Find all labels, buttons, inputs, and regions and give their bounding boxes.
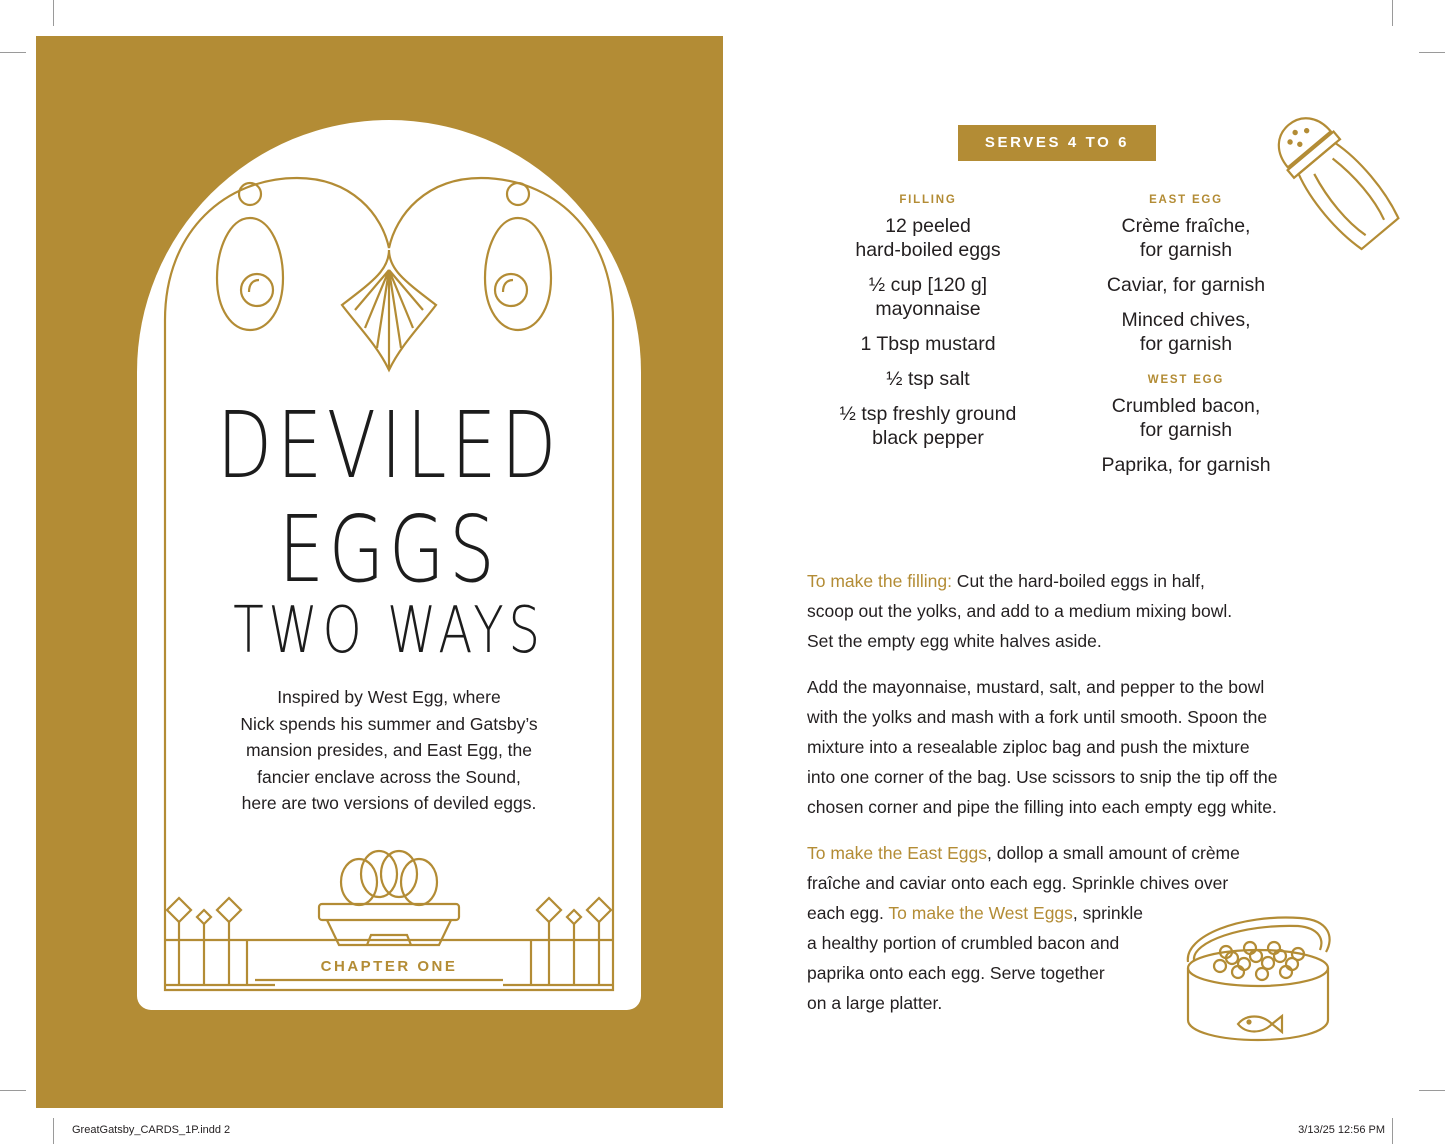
ingredient-item: Caviar, for garnish bbox=[1106, 274, 1266, 296]
step-text: mixture into a resealable ziploc bag and push the mixture bbox=[807, 737, 1250, 757]
fan-ornament-icon bbox=[342, 250, 436, 370]
intro-line: Inspired by West Egg, where bbox=[277, 687, 501, 707]
crop-mark bbox=[0, 1090, 26, 1091]
egg-carton-icon bbox=[319, 851, 459, 945]
crop-mark bbox=[53, 1118, 54, 1144]
crop-mark bbox=[53, 0, 54, 26]
intro-line: fancier enclave across the Sound, bbox=[257, 766, 521, 787]
intro-line: here are two versions of deviled eggs. bbox=[241, 793, 537, 814]
step-text: a healthy portion of crumbled bacon and bbox=[807, 933, 1120, 953]
footer-filename: GreatGatsby_CARDS_1P.indd 2 bbox=[72, 1124, 231, 1136]
ingredient-item: ½ tsp salt bbox=[886, 368, 970, 390]
step-text: on a large platter. bbox=[807, 993, 943, 1013]
step-text: Set the empty egg white halves aside. bbox=[807, 631, 1102, 651]
step-garnish bbox=[807, 838, 1240, 1018]
ingredient-item: 1 Tbsp mustard bbox=[860, 333, 996, 355]
chapter-label: CHAPTER ONE bbox=[320, 958, 458, 975]
intro-text bbox=[200, 684, 578, 817]
egg-icon bbox=[485, 183, 551, 330]
egg-icon bbox=[217, 183, 283, 330]
serves-badge: SERVES 4 TO 6 bbox=[958, 125, 1156, 161]
step-text: Add the mayonnaise, mustard, salt, and pepper to the bowl bbox=[807, 677, 1265, 697]
crop-mark bbox=[1419, 52, 1445, 53]
step-mix bbox=[807, 672, 1278, 822]
footer-timestamp: 3/13/25 12:56 PM bbox=[1298, 1124, 1385, 1136]
step-filling bbox=[807, 566, 1232, 656]
ingredient-item: Crème fraîche, for garnish bbox=[1121, 215, 1251, 261]
intro-line: Nick spends his summer and Gatsby’s bbox=[240, 713, 538, 734]
ingredient-item: 12 peeled hard-boiled eggs bbox=[855, 215, 1001, 261]
step-text: chosen corner and pipe the filling into each empty egg white. bbox=[807, 797, 1277, 817]
step-heading: To make the East Eggs bbox=[807, 843, 987, 863]
ingredient-item: Crumbled bacon, for garnish bbox=[1111, 395, 1261, 441]
step-text: each egg. bbox=[807, 903, 889, 923]
step-text: , dollop a small amount of crème bbox=[986, 843, 1240, 863]
caviar-tin-icon bbox=[1180, 908, 1340, 1048]
step-text: with the yolks and mash with a fork until smooth. Spoon the bbox=[807, 707, 1268, 727]
filling-label: FILLING bbox=[899, 194, 957, 206]
step-text: paprika onto each egg. Serve together bbox=[807, 963, 1105, 983]
ingredient-item: Minced chives, for garnish bbox=[1121, 309, 1251, 355]
step-text: Cut the hard-boiled eggs in half, bbox=[951, 571, 1205, 591]
step-text: , sprinkle bbox=[1072, 903, 1143, 923]
step-text: scoop out the yolks, and add to a medium mixing bowl. bbox=[807, 601, 1233, 621]
title-line-3: TWO WAYS bbox=[233, 594, 545, 668]
ingredient-item: ½ tsp freshly ground black pepper bbox=[839, 403, 1017, 449]
step-heading: To make the filling: bbox=[807, 571, 952, 591]
east-egg-label: EAST EGG bbox=[1149, 194, 1223, 206]
title-line-2: EGGS bbox=[278, 496, 500, 603]
crop-mark bbox=[1392, 0, 1393, 26]
west-egg-label: WEST EGG bbox=[1147, 374, 1225, 386]
ingredient-item: Paprika, for garnish bbox=[1101, 454, 1271, 476]
east-egg-column bbox=[1076, 194, 1296, 488]
step-heading: To make the West Eggs bbox=[888, 903, 1073, 923]
filling-column bbox=[826, 194, 1030, 461]
crop-mark bbox=[1419, 1090, 1445, 1091]
title-line-1: DEVILED bbox=[216, 392, 562, 499]
step-text: fraîche and caviar onto each egg. Sprinkle chives over bbox=[807, 873, 1229, 893]
intro-line: mansion presides, and East Egg, the bbox=[245, 740, 532, 761]
step-text: into one corner of the bag. Use scissors to snip the tip off the bbox=[807, 767, 1278, 787]
ingredient-item: ½ cup [120 g] mayonnaise bbox=[868, 274, 988, 320]
crop-mark bbox=[0, 52, 26, 53]
crop-mark bbox=[1392, 1118, 1393, 1144]
